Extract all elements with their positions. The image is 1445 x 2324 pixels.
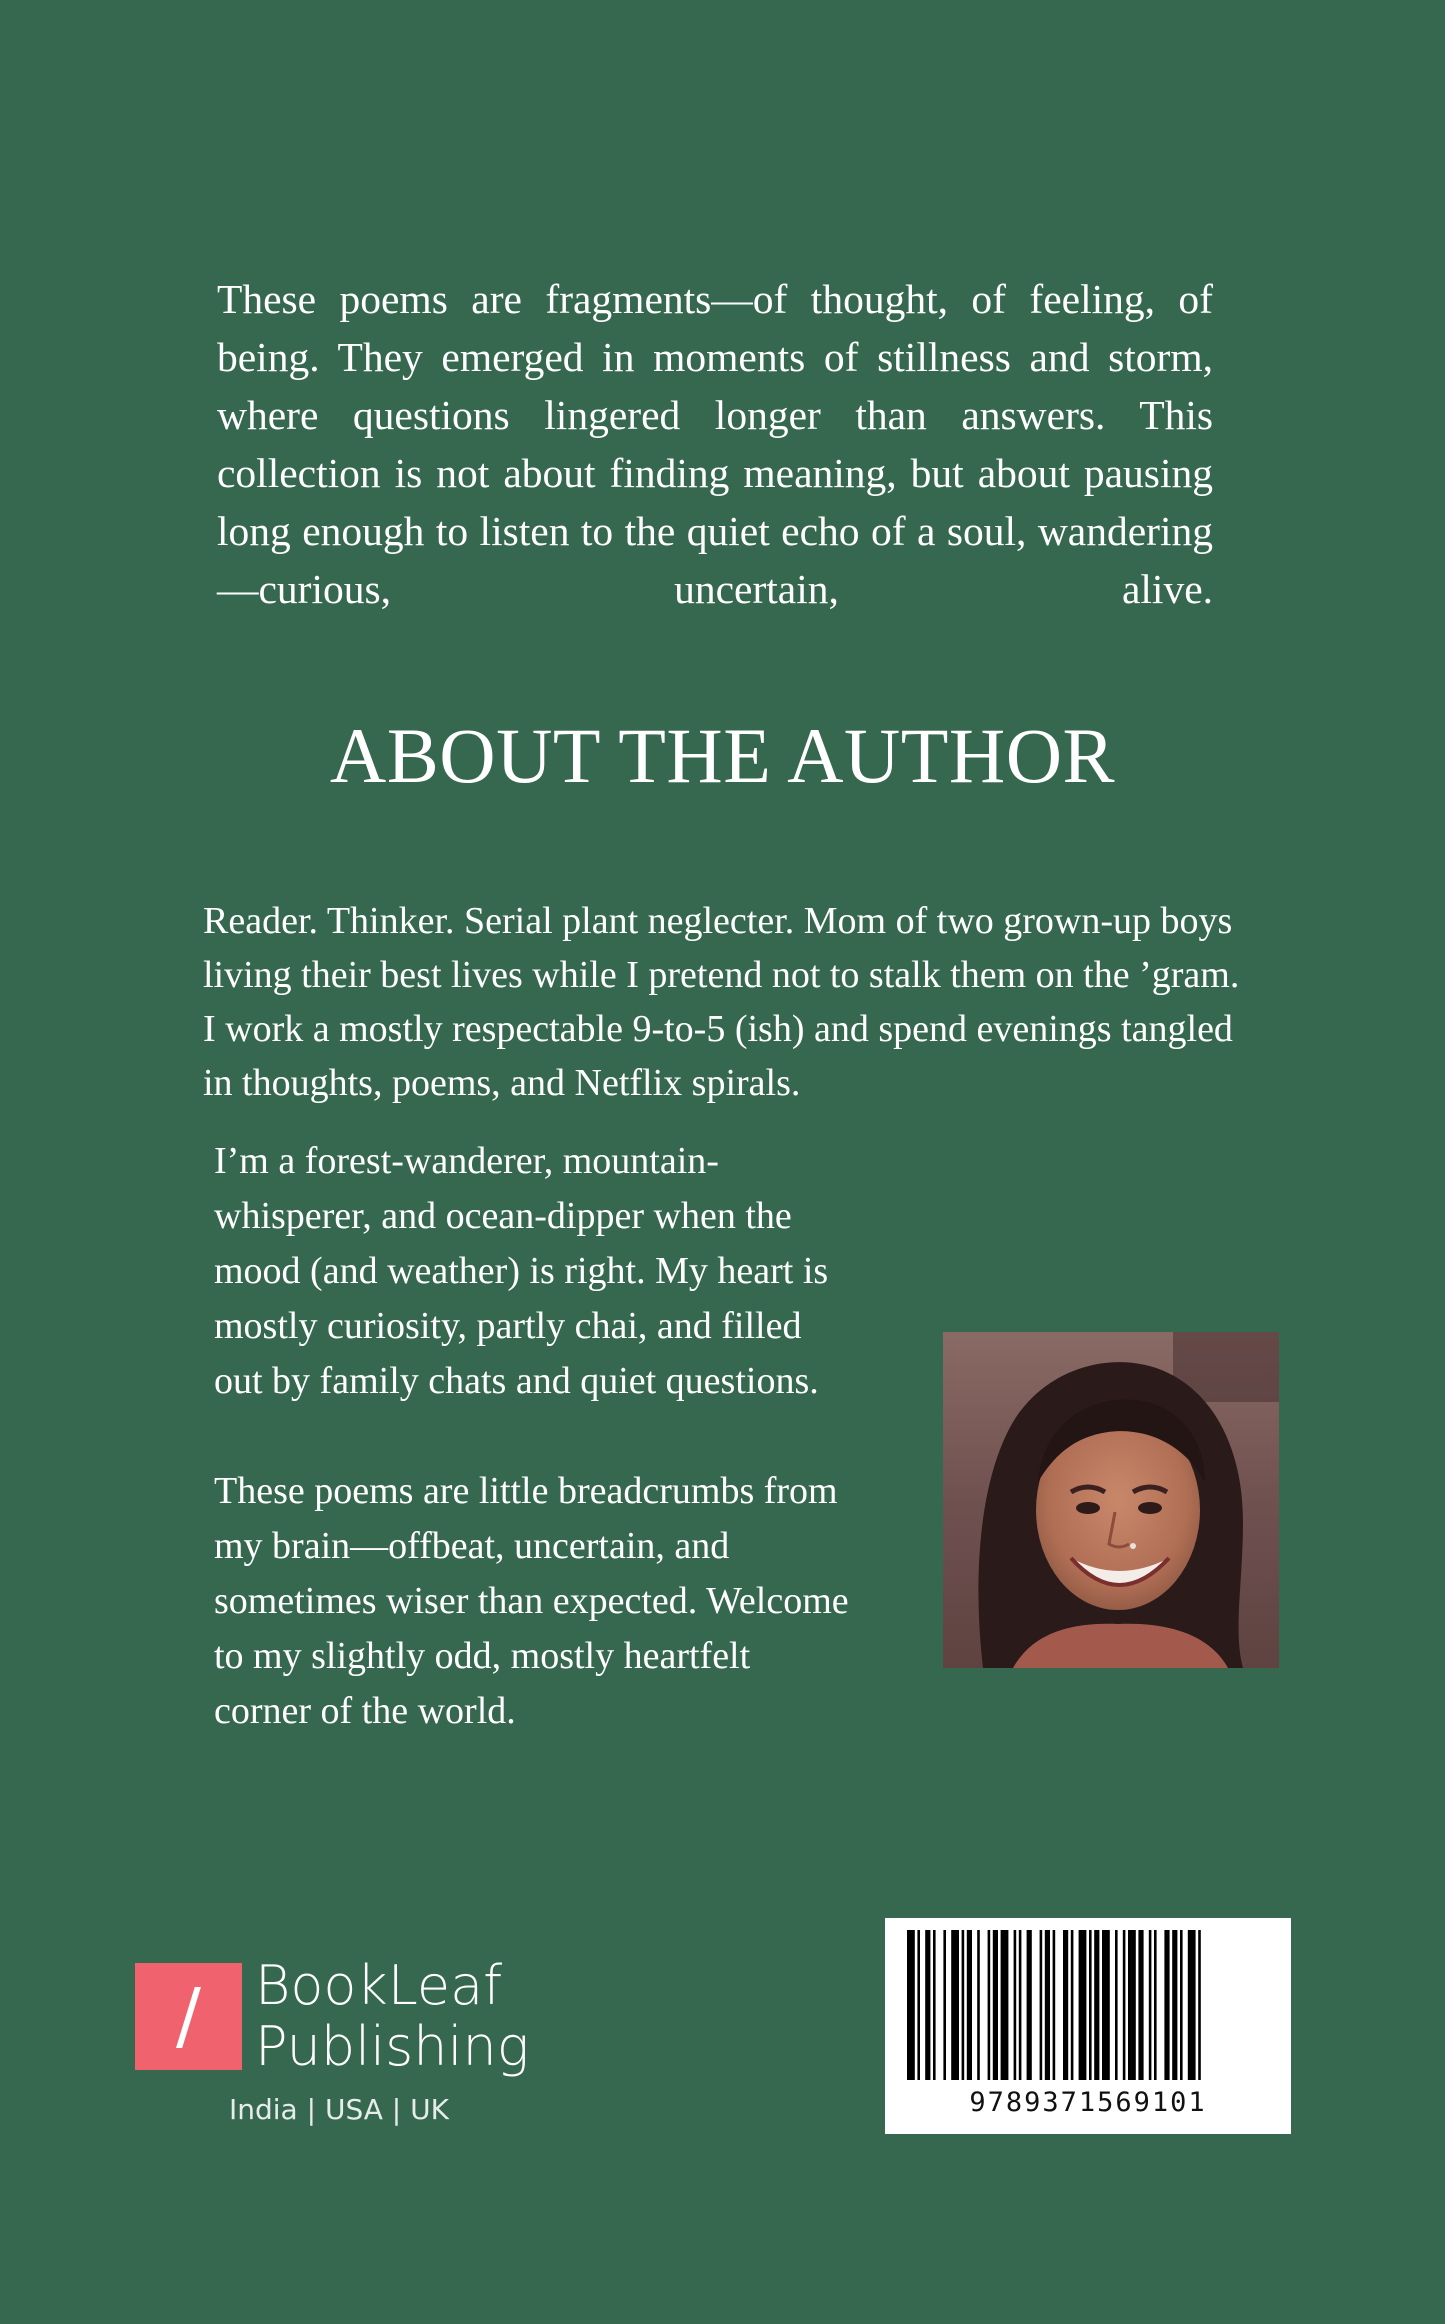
barcode-bar xyxy=(1063,1930,1068,2080)
barcode-bar xyxy=(933,1930,936,2080)
barcode-icon xyxy=(907,1930,1269,2082)
barcode-bar xyxy=(977,1930,980,2080)
barcode-bar xyxy=(1149,1930,1152,2080)
author-photo xyxy=(943,1332,1279,1668)
author-bio-intro: Reader. Thinker. Serial plant neglecter. Mom of two grown-up boys living their best lives while I pretend not to stalk them on the ’gram. I work a mostly respectable 9-to-5 (ish) and spend evenings tangled in thoughts, poems, and Netflix spirals. xyxy=(203,900,1240,1104)
barcode-bar xyxy=(1198,1930,1201,2080)
barcode-bar xyxy=(1188,1930,1196,2080)
barcode-bar xyxy=(1001,1930,1009,2080)
isbn-number: 9789371569101 xyxy=(969,2087,1207,2118)
barcode-bar xyxy=(1164,1930,1169,2080)
barcode-bar xyxy=(967,1930,972,2080)
barcode-bar xyxy=(962,1930,965,2080)
barcode-bar xyxy=(1071,1930,1074,2080)
barcode-bar xyxy=(907,1930,915,2080)
barcode-bar xyxy=(1040,1930,1043,2080)
barcode-bar xyxy=(951,1930,959,2080)
about-the-author-heading: ABOUT THE AUTHOR xyxy=(329,712,1116,799)
barcode-bar xyxy=(993,1930,998,2080)
barcode-bar xyxy=(1045,1930,1050,2080)
author-bio-paragraph: I’m a forest-wanderer, mountain-whisperer, and ocean-dipper when the mood (and weather) is right. My heart is mostly curiosity, partly chai, and filled out by family chats and quiet questions. xyxy=(214,1140,829,1402)
barcode-bar xyxy=(1053,1930,1056,2080)
barcode-bar xyxy=(1094,1930,1099,2080)
isbn-barcode xyxy=(885,1918,1291,2134)
barcode-bar xyxy=(1115,1930,1118,2080)
publisher-name-line: Publishing xyxy=(255,2015,530,2078)
barcode-bar xyxy=(1128,1930,1136,2080)
barcode-bar xyxy=(1102,1930,1110,2080)
barcode-bar xyxy=(1089,1930,1092,2080)
barcode-bar xyxy=(1014,1930,1017,2080)
publisher-name xyxy=(255,1955,555,2077)
barcode-bar xyxy=(1079,1930,1087,2080)
barcode-bar xyxy=(925,1930,930,2080)
publisher-logo-mark xyxy=(135,1963,242,2070)
slash-icon: / xyxy=(176,1973,201,2059)
barcode-bar xyxy=(1123,1930,1126,2080)
barcode-bar xyxy=(988,1930,991,2080)
barcode-bar xyxy=(917,1930,920,2080)
publisher-regions: India | USA | UK xyxy=(229,2093,449,2126)
barcode-bar xyxy=(1027,1930,1032,2080)
barcode-bar xyxy=(943,1930,946,2080)
barcode-bar xyxy=(1154,1930,1157,2080)
barcode-bar xyxy=(1019,1930,1022,2080)
author-bio-column xyxy=(214,1134,854,1739)
barcode-bar xyxy=(1180,1930,1183,2080)
author-bio-paragraph: These poems are little breadcrumbs from my brain—offbeat, uncertain, and sometimes wiser than expected. Welcome to my slightly odd, mostly heartfelt corner of the world. xyxy=(214,1470,849,1732)
back-cover-blurb: These poems are fragments—of thought, of feeling, of being. They emerged in moments of stillness and storm, where questions lingered longer than answers. This collection is not about finding meaning, but about pausing long enough to listen to the quiet echo of a soul, wandering—curious, uncertain, alive. xyxy=(217,276,1213,612)
barcode-bar xyxy=(1138,1930,1143,2080)
publisher-name-line: BookLeaf xyxy=(255,1954,503,2017)
barcode-bar xyxy=(1172,1930,1177,2080)
